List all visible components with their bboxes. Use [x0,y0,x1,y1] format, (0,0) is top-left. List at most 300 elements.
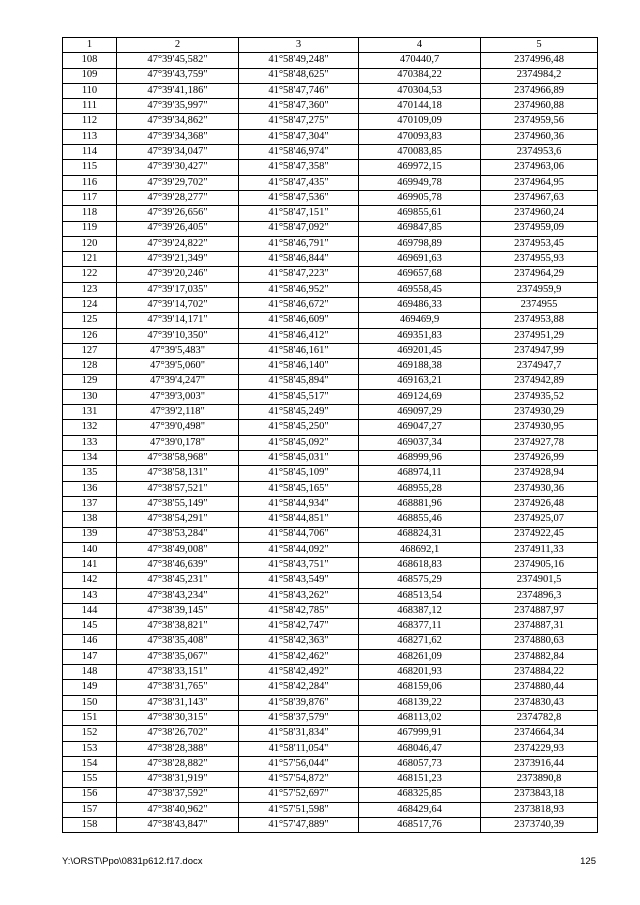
table-cell-col-5: 2374887,97 [481,603,598,618]
table-row [63,206,598,221]
table-cell-col-3: 41°58'42,462" [239,649,359,664]
table-cell-col-5: 2374887,31 [481,619,598,634]
table-cell-col-1: 117 [63,190,117,205]
table-cell-col-5: 2374960,36 [481,129,598,144]
table-cell-col-1: 109 [63,68,117,83]
table-cell-col-5: 2374966,89 [481,83,598,98]
table-cell-col-2: 47°39'0,178" [117,435,239,450]
table-row [63,665,598,680]
table-cell-col-1: 152 [63,726,117,741]
table-cell-col-1: 128 [63,359,117,374]
table-cell-col-3: 41°58'46,412" [239,328,359,343]
table-cell-col-3: 41°58'46,974" [239,145,359,160]
table-cell-col-3: 41°58'44,934" [239,496,359,511]
table-row [63,420,598,435]
table-cell-col-5: 2374901,5 [481,573,598,588]
table-cell-col-3: 41°57'52,697" [239,787,359,802]
table-row [63,114,598,129]
table-row [63,527,598,542]
table-cell-col-5: 2374925,07 [481,512,598,527]
table-cell-col-4: 469486,33 [359,298,481,313]
table-cell-col-1: 131 [63,405,117,420]
table-row [63,695,598,710]
table-cell-col-2: 47°38'53,284" [117,527,239,542]
table-cell-col-3: 41°58'47,151" [239,206,359,221]
table-cell-col-1: 137 [63,496,117,511]
table-row [63,558,598,573]
table-cell-col-1: 134 [63,451,117,466]
table-cell-col-5: 2374830,43 [481,695,598,710]
table-cell-col-3: 41°58'46,140" [239,359,359,374]
table-cell-col-5: 2373916,44 [481,756,598,771]
table-row [63,772,598,787]
table-cell-col-4: 468159,06 [359,680,481,695]
table-cell-col-4: 469691,63 [359,252,481,267]
table-cell-col-4: 467999,91 [359,726,481,741]
table-cell-col-2: 47°39'14,702" [117,298,239,313]
table-row [63,359,598,374]
table-cell-col-3: 41°58'47,358" [239,160,359,175]
table-row [63,496,598,511]
table-cell-col-5: 2374882,84 [481,649,598,664]
table-row [63,512,598,527]
table-row [63,634,598,649]
table-cell-col-4: 469047,27 [359,420,481,435]
table-cell-col-5: 2374953,6 [481,145,598,160]
table-cell-col-2: 47°39'34,047" [117,145,239,160]
table-cell-col-1: 116 [63,175,117,190]
table-cell-col-4: 468429,64 [359,802,481,817]
table-cell-col-2: 47°39'26,405" [117,221,239,236]
table-row [63,756,598,771]
table-cell-col-1: 144 [63,603,117,618]
table-cell-col-5: 2374880,63 [481,634,598,649]
table-cell-col-5: 2374955 [481,298,598,313]
table-cell-col-4: 469657,68 [359,267,481,282]
table-cell-col-2: 47°39'5,060" [117,359,239,374]
table-cell-col-3: 41°58'47,536" [239,190,359,205]
table-cell-col-5: 2374884,22 [481,665,598,680]
table-cell-col-1: 153 [63,741,117,756]
table-cell-col-4: 468271,62 [359,634,481,649]
table-cell-col-2: 47°38'45,231" [117,573,239,588]
header-col-1: 1 [63,38,117,53]
table-cell-col-4: 469905,78 [359,190,481,205]
table-row [63,160,598,175]
table-row [63,649,598,664]
table-cell-col-1: 118 [63,206,117,221]
table-cell-col-5: 2374951,29 [481,328,598,343]
table-cell-col-2: 47°39'17,035" [117,282,239,297]
table-cell-col-3: 41°58'43,262" [239,588,359,603]
table-cell-col-4: 469847,85 [359,221,481,236]
table-cell-col-5: 2374896,3 [481,588,598,603]
table-cell-col-5: 2374922,45 [481,527,598,542]
table-row [63,542,598,557]
table-cell-col-2: 47°39'28,277" [117,190,239,205]
table-row [63,328,598,343]
table-cell-col-3: 41°58'46,161" [239,343,359,358]
table-cell-col-1: 157 [63,802,117,817]
table-row [63,99,598,114]
table-cell-col-2: 47°38'54,291" [117,512,239,527]
table-row [63,787,598,802]
table-cell-col-5: 2374984,2 [481,68,598,83]
table-cell-col-2: 47°38'28,388" [117,741,239,756]
table-cell-col-3: 41°58'49,248" [239,53,359,68]
table-cell-col-3: 41°58'45,249" [239,405,359,420]
table-cell-col-2: 47°38'49,008" [117,542,239,557]
table-cell-col-5: 2374959,09 [481,221,598,236]
table-cell-col-5: 2374911,33 [481,542,598,557]
table-cell-col-1: 146 [63,634,117,649]
table-cell-col-2: 47°38'31,143" [117,695,239,710]
table-cell-col-2: 47°38'40,962" [117,802,239,817]
table-row [63,252,598,267]
table-cell-col-3: 41°58'43,549" [239,573,359,588]
table-row [63,588,598,603]
table-cell-col-3: 41°58'45,517" [239,389,359,404]
table-cell-col-3: 41°58'42,492" [239,665,359,680]
table-row [63,282,598,297]
table-cell-col-1: 119 [63,221,117,236]
table-cell-col-2: 47°39'35,997" [117,99,239,114]
table-cell-col-3: 41°57'51,598" [239,802,359,817]
table-cell-col-5: 2374947,99 [481,343,598,358]
table-cell-col-4: 469201,45 [359,343,481,358]
table-cell-col-4: 470304,53 [359,83,481,98]
table-cell-col-5: 2374926,99 [481,451,598,466]
table-row [63,435,598,450]
table-row [63,818,598,833]
table-cell-col-3: 41°58'11,054" [239,741,359,756]
table-cell-col-3: 41°58'37,579" [239,711,359,726]
table-cell-col-2: 47°38'43,234" [117,588,239,603]
table-cell-col-3: 41°58'46,609" [239,313,359,328]
table-cell-col-2: 47°39'2,118" [117,405,239,420]
table-cell-col-1: 138 [63,512,117,527]
table-cell-col-2: 47°39'41,186" [117,83,239,98]
table-cell-col-4: 470440,7 [359,53,481,68]
table-row [63,451,598,466]
table-cell-col-4: 470109,09 [359,114,481,129]
table-cell-col-5: 2374947,7 [481,359,598,374]
table-cell-col-3: 41°58'42,747" [239,619,359,634]
table-row [63,711,598,726]
table-cell-col-4: 468513,54 [359,588,481,603]
table-cell-col-5: 2374905,16 [481,558,598,573]
table-cell-col-4: 469351,83 [359,328,481,343]
table-cell-col-3: 41°57'56,044" [239,756,359,771]
table-cell-col-1: 121 [63,252,117,267]
table-cell-col-1: 130 [63,389,117,404]
table-cell-col-5: 2374928,94 [481,466,598,481]
table-cell-col-4: 468881,96 [359,496,481,511]
table-cell-col-2: 47°38'28,882" [117,756,239,771]
table-cell-col-1: 124 [63,298,117,313]
table-cell-col-4: 468113,02 [359,711,481,726]
table-cell-col-4: 468325,85 [359,787,481,802]
table-cell-col-1: 110 [63,83,117,98]
table-cell-col-2: 47°39'3,003" [117,389,239,404]
table-cell-col-1: 132 [63,420,117,435]
table-cell-col-4: 468046,47 [359,741,481,756]
table-body [63,53,598,833]
table-cell-col-5: 2374926,48 [481,496,598,511]
table-cell-col-5: 2374953,45 [481,236,598,251]
table-cell-col-3: 41°58'48,625" [239,68,359,83]
table-cell-col-3: 41°58'42,363" [239,634,359,649]
table-cell-col-2: 47°39'4,247" [117,374,239,389]
table-row [63,603,598,618]
table-cell-col-2: 47°38'38,821" [117,619,239,634]
table-cell-col-1: 143 [63,588,117,603]
header-col-2: 2 [117,38,239,53]
table-cell-col-1: 108 [63,53,117,68]
table-cell-col-2: 47°39'24,822" [117,236,239,251]
table-cell-col-1: 111 [63,99,117,114]
table-cell-col-5: 2374967,63 [481,190,598,205]
table-row [63,267,598,282]
table-cell-col-1: 126 [63,328,117,343]
table-cell-col-2: 47°38'35,067" [117,649,239,664]
coordinates-table [62,37,598,833]
table-row [63,802,598,817]
table-cell-col-2: 47°38'55,149" [117,496,239,511]
header-col-5: 5 [481,38,598,53]
table-row [63,481,598,496]
table-cell-col-3: 41°57'47,889" [239,818,359,833]
table-row [63,726,598,741]
table-cell-col-4: 470384,22 [359,68,481,83]
table-cell-col-1: 154 [63,756,117,771]
table-cell-col-4: 469097,29 [359,405,481,420]
table-cell-col-4: 468151,23 [359,772,481,787]
table-row [63,343,598,358]
table-cell-col-2: 47°39'26,656" [117,206,239,221]
table-cell-col-2: 47°39'45,582" [117,53,239,68]
table-row [63,573,598,588]
table-cell-col-3: 41°58'47,304" [239,129,359,144]
table-cell-col-5: 2374964,29 [481,267,598,282]
table-cell-col-3: 41°58'44,092" [239,542,359,557]
table-cell-col-1: 151 [63,711,117,726]
table-cell-col-3: 41°58'47,746" [239,83,359,98]
table-cell-col-4: 470083,85 [359,145,481,160]
table-cell-col-3: 41°58'46,672" [239,298,359,313]
table-cell-col-2: 47°38'37,592" [117,787,239,802]
table-row [63,466,598,481]
table-cell-col-4: 468955,28 [359,481,481,496]
table-cell-col-2: 47°38'30,315" [117,711,239,726]
table-cell-col-3: 41°58'46,791" [239,236,359,251]
table-cell-col-1: 133 [63,435,117,450]
table-cell-col-1: 155 [63,772,117,787]
table-cell-col-1: 148 [63,665,117,680]
table-cell-col-1: 136 [63,481,117,496]
table-cell-col-4: 468692,1 [359,542,481,557]
table-cell-col-4: 468377,11 [359,619,481,634]
table-row [63,83,598,98]
table-cell-col-5: 2374930,36 [481,481,598,496]
table-cell-col-1: 139 [63,527,117,542]
table-cell-col-1: 147 [63,649,117,664]
table-cell-col-3: 41°58'45,031" [239,451,359,466]
table-cell-col-2: 47°39'34,368" [117,129,239,144]
table-cell-col-4: 468057,73 [359,756,481,771]
table-cell-col-5: 2374942,89 [481,374,598,389]
table-cell-col-3: 41°58'45,092" [239,435,359,450]
table-cell-col-5: 2374960,24 [481,206,598,221]
table-cell-col-5: 2374229,93 [481,741,598,756]
table-row [63,298,598,313]
table-row [63,129,598,144]
table-cell-col-3: 41°57'54,872" [239,772,359,787]
table-cell-col-3: 41°58'42,785" [239,603,359,618]
table-cell-col-1: 114 [63,145,117,160]
table-cell-col-4: 469037,34 [359,435,481,450]
table-cell-col-5: 2373890,8 [481,772,598,787]
table-cell-col-5: 2374953,88 [481,313,598,328]
table-cell-col-1: 150 [63,695,117,710]
table-cell-col-3: 41°58'47,275" [239,114,359,129]
table-cell-col-1: 149 [63,680,117,695]
table-cell-col-4: 468139,22 [359,695,481,710]
table-cell-col-2: 47°38'57,521" [117,481,239,496]
table-cell-col-2: 47°38'46,639" [117,558,239,573]
table-cell-col-3: 41°58'46,952" [239,282,359,297]
table-cell-col-5: 2373818,93 [481,802,598,817]
table-cell-col-2: 47°38'39,145" [117,603,239,618]
table-cell-col-2: 47°38'35,408" [117,634,239,649]
table-cell-col-1: 129 [63,374,117,389]
table-cell-col-5: 2374930,95 [481,420,598,435]
table-cell-col-5: 2374930,29 [481,405,598,420]
table-row [63,741,598,756]
table-cell-col-1: 135 [63,466,117,481]
table-cell-col-4: 468824,31 [359,527,481,542]
table-cell-col-4: 470144,18 [359,99,481,114]
table-cell-col-2: 47°38'58,131" [117,466,239,481]
table-cell-col-4: 469949,78 [359,175,481,190]
table-cell-col-4: 468974,11 [359,466,481,481]
table-cell-col-1: 115 [63,160,117,175]
table-header [63,38,598,53]
table-cell-col-1: 113 [63,129,117,144]
table-cell-col-5: 2374782,8 [481,711,598,726]
table-cell-col-5: 2374955,93 [481,252,598,267]
table-cell-col-3: 41°58'47,092" [239,221,359,236]
table-cell-col-4: 469855,61 [359,206,481,221]
table-cell-col-4: 468517,76 [359,818,481,833]
table-cell-col-2: 47°39'34,862" [117,114,239,129]
table-cell-col-4: 469188,38 [359,359,481,374]
table-cell-col-1: 120 [63,236,117,251]
table-cell-col-3: 41°58'47,435" [239,175,359,190]
table-cell-col-4: 468618,83 [359,558,481,573]
table-cell-col-2: 47°38'31,919" [117,772,239,787]
header-col-4: 4 [359,38,481,53]
table-cell-col-4: 470093,83 [359,129,481,144]
table-cell-col-5: 2374927,78 [481,435,598,450]
table-cell-col-4: 469163,21 [359,374,481,389]
table-row [63,389,598,404]
table-cell-col-1: 127 [63,343,117,358]
table-cell-col-5: 2373843,18 [481,787,598,802]
table-cell-col-3: 41°58'45,250" [239,420,359,435]
table-row [63,680,598,695]
table-cell-col-1: 158 [63,818,117,833]
table-cell-col-2: 47°39'10,350" [117,328,239,343]
table-cell-col-5: 2374880,44 [481,680,598,695]
table-row [63,190,598,205]
table-cell-col-2: 47°39'5,483" [117,343,239,358]
table-cell-col-5: 2374959,56 [481,114,598,129]
table-cell-col-1: 141 [63,558,117,573]
table-cell-col-1: 156 [63,787,117,802]
table-cell-col-3: 41°58'44,706" [239,527,359,542]
table-cell-col-3: 41°58'43,751" [239,558,359,573]
table-row [63,221,598,236]
table-cell-col-2: 47°39'0,498" [117,420,239,435]
table-cell-col-2: 47°38'33,151" [117,665,239,680]
table-cell-col-4: 468261,09 [359,649,481,664]
table-row [63,405,598,420]
table-cell-col-3: 41°58'46,844" [239,252,359,267]
table-cell-col-5: 2374964,95 [481,175,598,190]
table-cell-col-4: 468387,12 [359,603,481,618]
table-cell-col-2: 47°39'43,759" [117,68,239,83]
table-cell-col-5: 2374963,06 [481,160,598,175]
table-cell-col-1: 122 [63,267,117,282]
header-row [63,38,598,53]
table-cell-col-2: 47°38'43,847" [117,818,239,833]
table-cell-col-4: 469469,9 [359,313,481,328]
table-row [63,53,598,68]
table-cell-col-1: 123 [63,282,117,297]
footer-page-number: 125 [580,856,596,867]
table-cell-col-2: 47°38'58,968" [117,451,239,466]
table-cell-col-4: 469972,15 [359,160,481,175]
table-row [63,175,598,190]
table-cell-col-4: 469124,69 [359,389,481,404]
table-cell-col-3: 41°58'45,894" [239,374,359,389]
table-cell-col-2: 47°39'20,246" [117,267,239,282]
table-cell-col-1: 125 [63,313,117,328]
table-cell-col-3: 41°58'42,284" [239,680,359,695]
table-cell-col-2: 47°38'31,765" [117,680,239,695]
table-cell-col-3: 41°58'45,165" [239,481,359,496]
table-cell-col-2: 47°39'14,171" [117,313,239,328]
table-row [63,145,598,160]
table-row [63,619,598,634]
table-cell-col-3: 41°58'47,223" [239,267,359,282]
table-cell-col-1: 145 [63,619,117,634]
table-cell-col-3: 41°58'44,851" [239,512,359,527]
table-cell-col-4: 469558,45 [359,282,481,297]
table-cell-col-2: 47°39'29,702" [117,175,239,190]
table-row [63,374,598,389]
table-cell-col-4: 469798,89 [359,236,481,251]
table-cell-col-4: 468999,96 [359,451,481,466]
table-cell-col-2: 47°39'30,427" [117,160,239,175]
table-cell-col-5: 2374935,52 [481,389,598,404]
table-row [63,313,598,328]
table-cell-col-3: 41°58'45,109" [239,466,359,481]
table-cell-col-3: 41°58'47,360" [239,99,359,114]
table-cell-col-4: 468575,29 [359,573,481,588]
table-cell-col-5: 2374960,88 [481,99,598,114]
